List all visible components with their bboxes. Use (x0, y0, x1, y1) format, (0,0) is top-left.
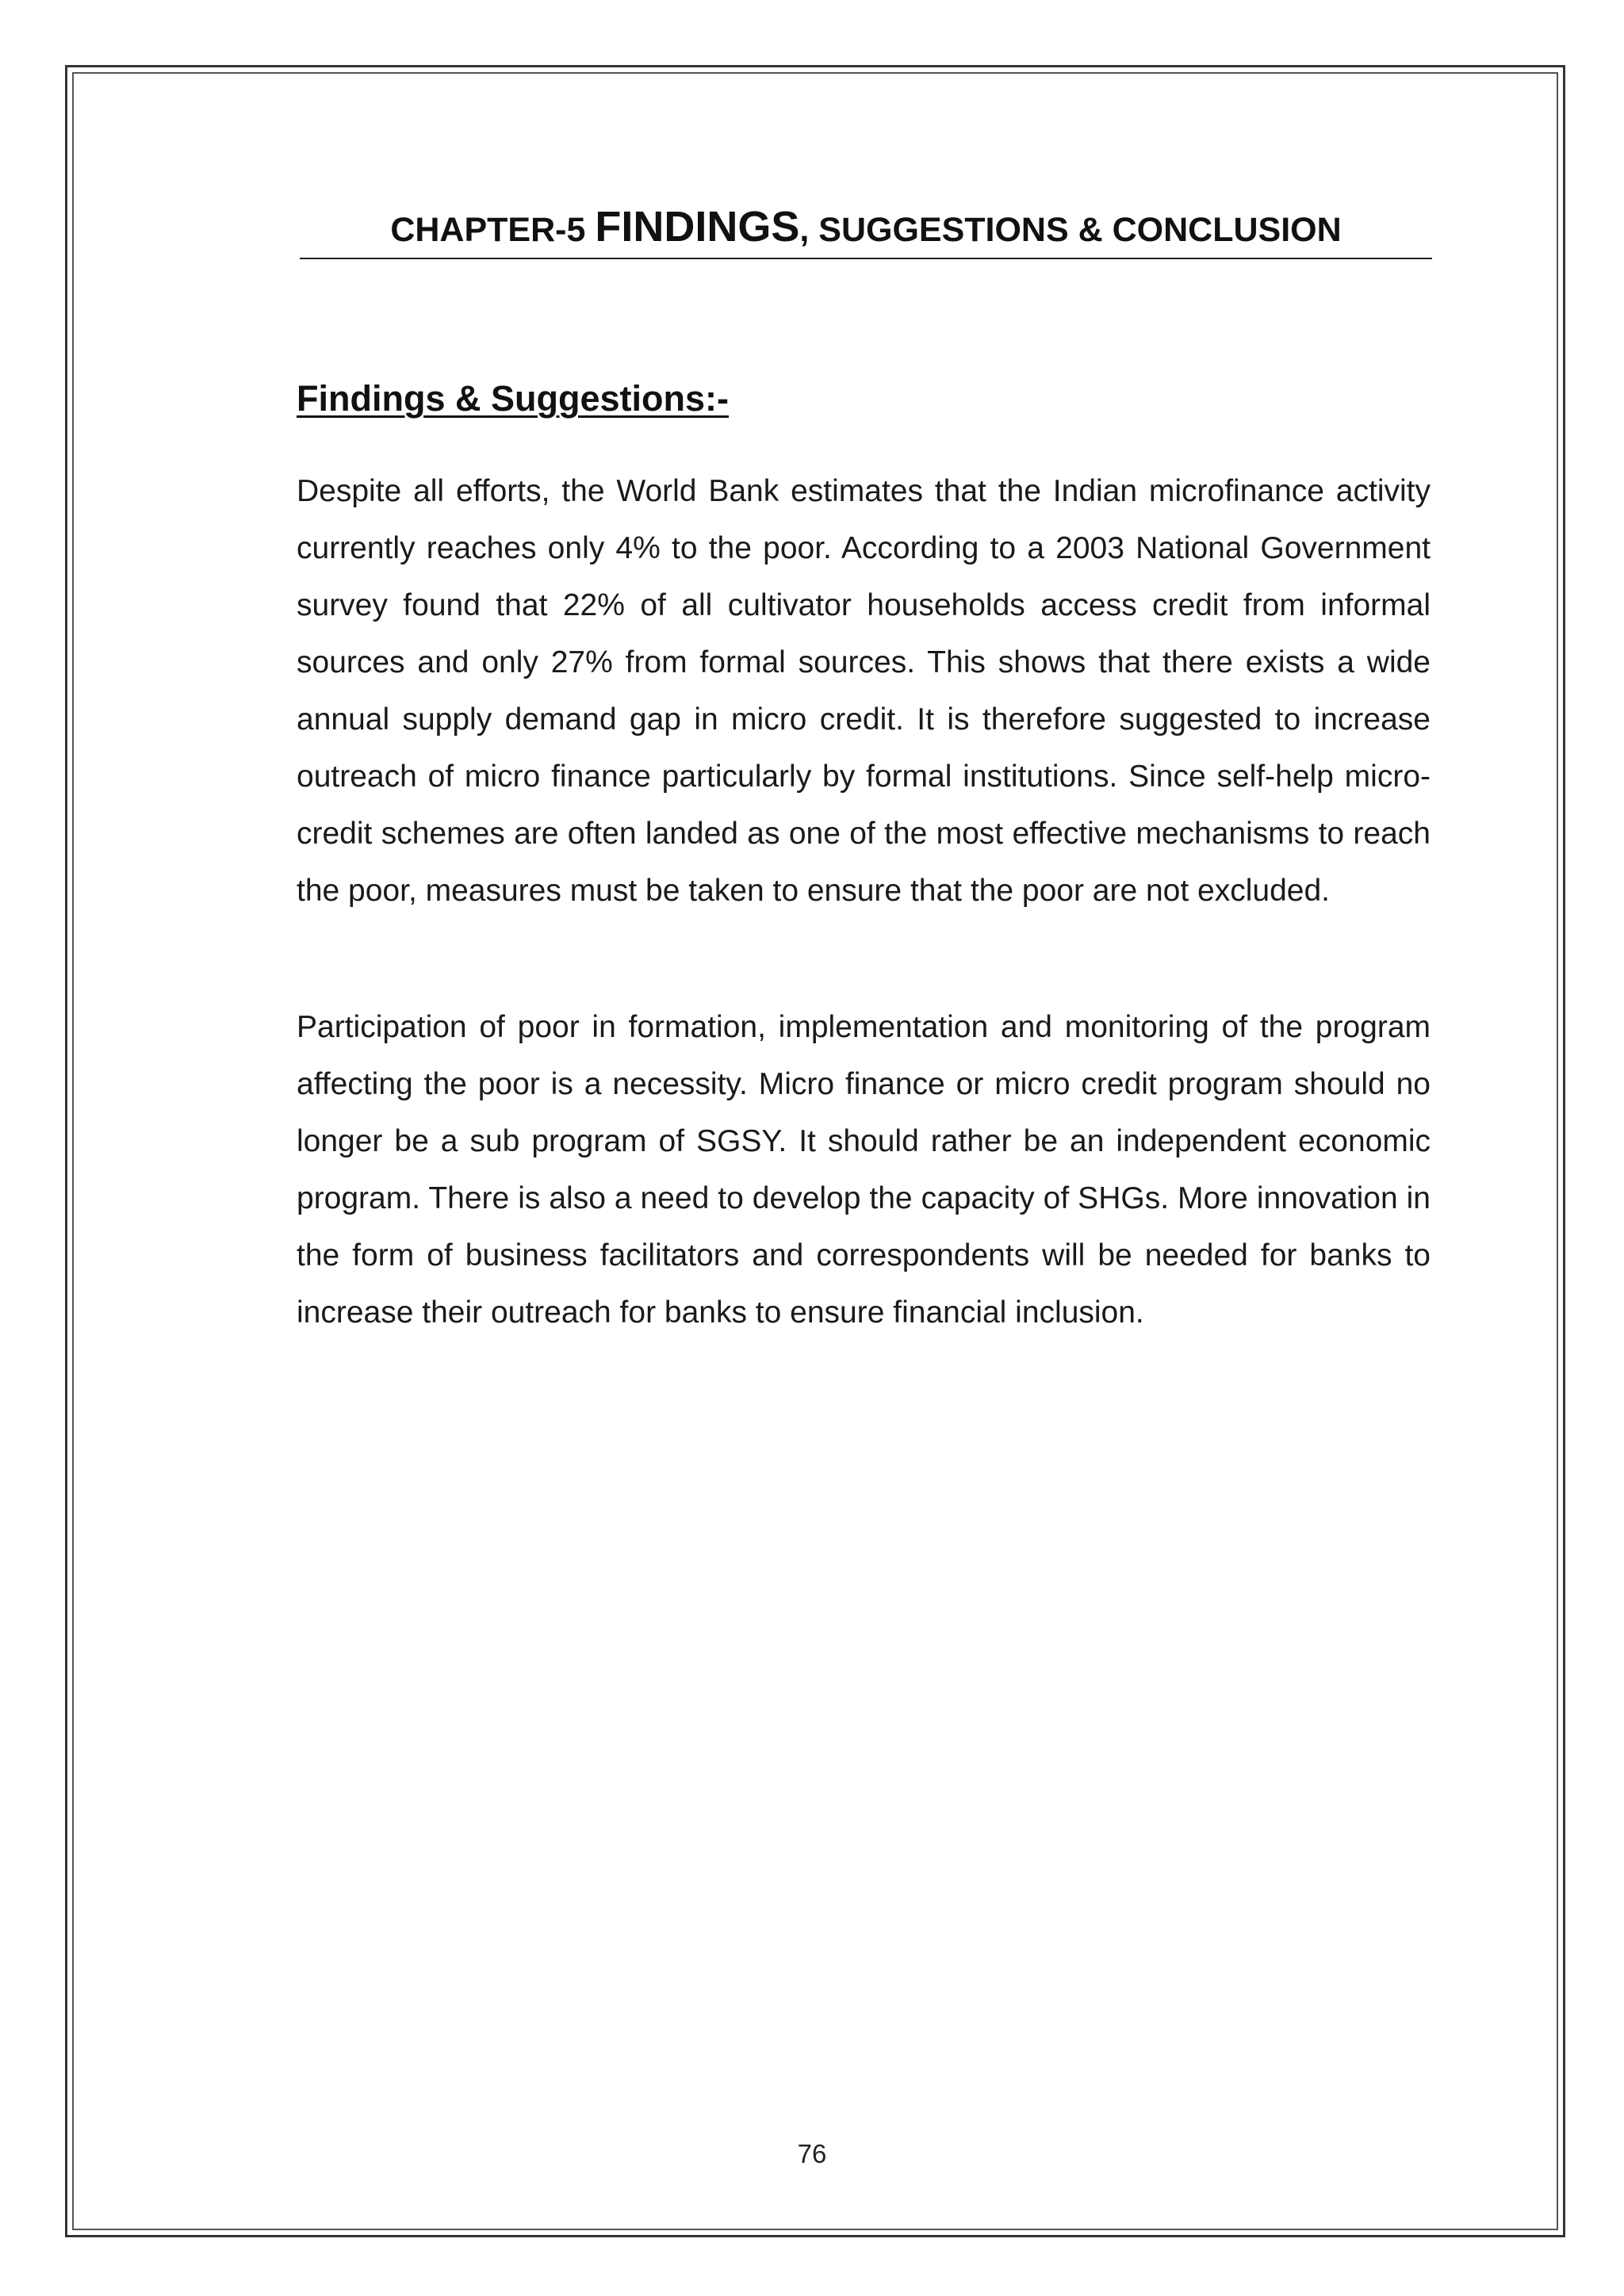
chapter-title (300, 195, 1432, 262)
title-underline-rule (300, 258, 1432, 259)
chapter-title-suffix: , SUGGESTIONS & CONCLUSION (799, 211, 1342, 249)
chapter-title-emphasis: FINDINGS (595, 203, 800, 251)
chapter-title-prefix: CHAPTER-5 (390, 211, 596, 249)
body-paragraph-2: Participation of poor in formation, implementation and monitoring of the program affecting the poor is a necessity. Micro finance or micro credit program should no longer be a sub program of SGSY. It should rather be an independent economic program. There is also a need to develop the capacity of SHGs. More innovation in the form of business facilitators and correspondents will be needed for banks to increase their outreach for banks to ensure financial inclusion. (297, 1010, 1431, 1330)
page-number: 76 (797, 2139, 827, 2168)
section-heading: Findings & Suggestions:- (297, 378, 729, 419)
body-paragraph-1: Despite all efforts, the World Bank estimates that the Indian microfinance activity currently reaches only 4% to the poor. According to a 2003 National Government survey found that 22% of all cultivator households access credit from informal sources and only 27% from formal sources. This shows that there exists a wide annual supply demand gap in micro credit. It is therefore suggested to increase outreach of micro finance particularly by formal institutions. Since self-help micro-credit schemes are often landed as one of the most effective mechanisms to reach the poor, measures must be taken to ensure that the poor are not excluded. (297, 474, 1431, 908)
